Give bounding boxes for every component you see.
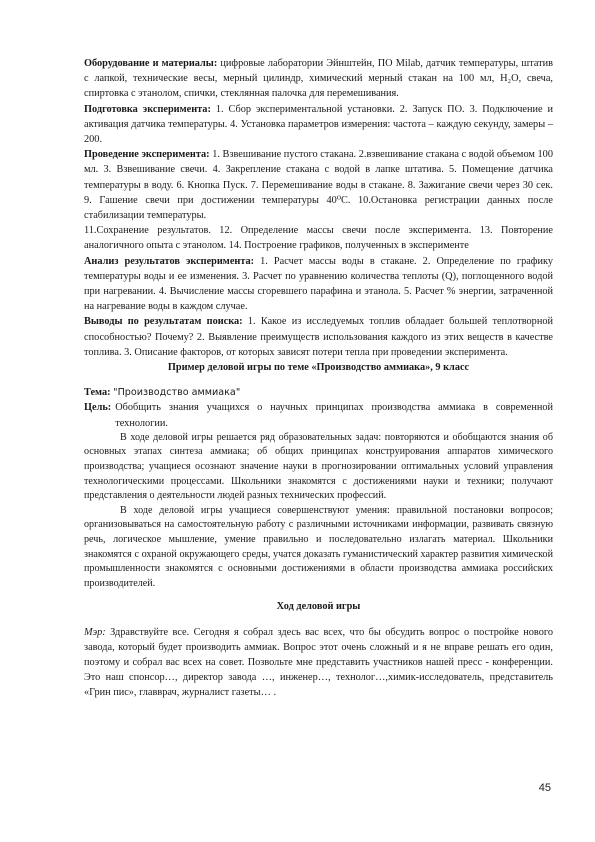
- mayor-text: Здравствуйте все. Сегодня я собрал здесь вас всех, что бы обсудить вопрос о постройке нового завода, который будет производить аммиак. Вопрос этот очень сложный и я не вправе решать его один, поэтому и собрал вас всех на совет. Позвольте мне представить участников нашей пресс - конференции. Это наш спонсор…, директор завода …, инженер…, технолог…,химик-исследователь, представитель «Грин пис», главврач, журналист газеты… .: [84, 626, 553, 699]
- conclusions-text: 1. Какое из исследуемых топлив обладает большей теплотворной способностью? Почему? 2. Выявление преимуществ использования каждого из этих веществ в качестве топлива. 3. Описание факторов, от которых зависят потери тепла при проведении эксперимента.: [84, 316, 553, 358]
- topic-line: [84, 385, 553, 400]
- conduct-text: 1. Взвешивание пустого стакана. 2.взвешивание стакана с водой объемом 100 мл. 3. Взвешивание свечи. 4. Закрепление стакана с водой в лапке штатива. 5. Помещение датчика температуры в воду. 6. Кнопка Пуск. 7. Перемешивание воды в стакане. 8. Зажигание свечи через 30 сек. 9. Гашение свечи при достижении температуры 40⁰С. 10.Остановка регистрации данных после стабилизации температуры.: [84, 149, 553, 222]
- equipment-text: цифровые лаборатории Эйнштейн, ПО Milab, датчик температуры, штатив с лапкой, технические весы, мерный цилиндр, химический мерный стакан на 100 мл, H₂O, свеча, спиртовка с этанолом, спички, стеклянная палочка для перемешивания.: [84, 58, 553, 100]
- equipment-paragraph: [84, 56, 553, 102]
- analysis-paragraph: [84, 254, 553, 315]
- page-content: [84, 56, 553, 701]
- preparation-label: Подготовка эксперимента:: [84, 103, 211, 115]
- paragraph-skills: В ходе деловой игры учащиеся совершенствуют умения: правильной постановки вопросов; организовываться на самостоятельную работу с различными источниками информации, развивать связную речь, логическое мышление, умение правильно и последовательно излагать материал. Школьники знакомятся с охраной окружающего среды, учатся доказать гуманистический характер развития химической промышленности знакомятся с основными достижениями в области производства аммиака российских производителей.: [84, 504, 553, 589]
- topic-label: Тема:: [84, 387, 111, 399]
- goal-line: [84, 400, 553, 430]
- preparation-paragraph: [84, 102, 553, 148]
- topic-text: "Производство аммиака": [113, 387, 241, 399]
- equipment-label: Оборудование и материалы:: [84, 58, 218, 69]
- mayor-label: Мэр:: [84, 626, 106, 638]
- paragraph-tasks: В ходе деловой игры решается ряд образовательных задач: повторяются и обобщаются знания об основных этапах синтеза аммиака; об общих принципах конструирования аппаратов химического производства; учащиеся осознают значение науки в прогнозировании оптимальных условий управления технологическими процессами. Школьники знакомятся с достижениями науки и техники; получают представления о деятельности людей разных технических профессий.: [84, 431, 553, 502]
- mayor-paragraph: [84, 625, 553, 701]
- conduct-label: Проведение эксперимента:: [84, 149, 210, 161]
- goal-text: Обобщить знания учащихся о научных принципах производства аммиака в современной технологии.: [115, 402, 553, 429]
- analysis-label: Анализ результатов эксперимента:: [84, 255, 255, 267]
- page-number: 45: [538, 782, 551, 794]
- analysis-text: 1. Расчет массы воды в стакане. 2. Определение по графику температуры воды и ее изменения. 3. Расчет по уравнению количества теплоты (Q), поглощенного водой при нагревании. 4. Вычисление массы сгоревшего парафина и этанола. 5. Расчет % энергии, затраченной на нагревание воды в каждом случае.: [84, 255, 553, 313]
- game-heading: Пример деловой игры по теме «Производство аммиака», 9 класс: [167, 362, 470, 374]
- course-heading: Ход деловой игры: [276, 601, 361, 613]
- conduct-continuation: 11.Сохранение результатов. 12. Определение массы свечи после эксперимента. 13. Повторение аналогичного опыта с этанолом. 14. Построение графиков, полученных в эксперименте: [84, 225, 553, 252]
- goal-label: Цель:: [84, 402, 112, 414]
- conclusions-paragraph: [84, 314, 553, 360]
- conduct-paragraph: [84, 147, 553, 223]
- preparation-text: 1. Сбор экспериментальной установки. 2. Запуск ПО. 3. Подключение и активация датчика температуры. 4. Установка параметров измерения: частота – каждую секунду, замеры – 200.: [84, 103, 553, 146]
- conclusions-label: Выводы по результатам поиска:: [84, 316, 243, 328]
